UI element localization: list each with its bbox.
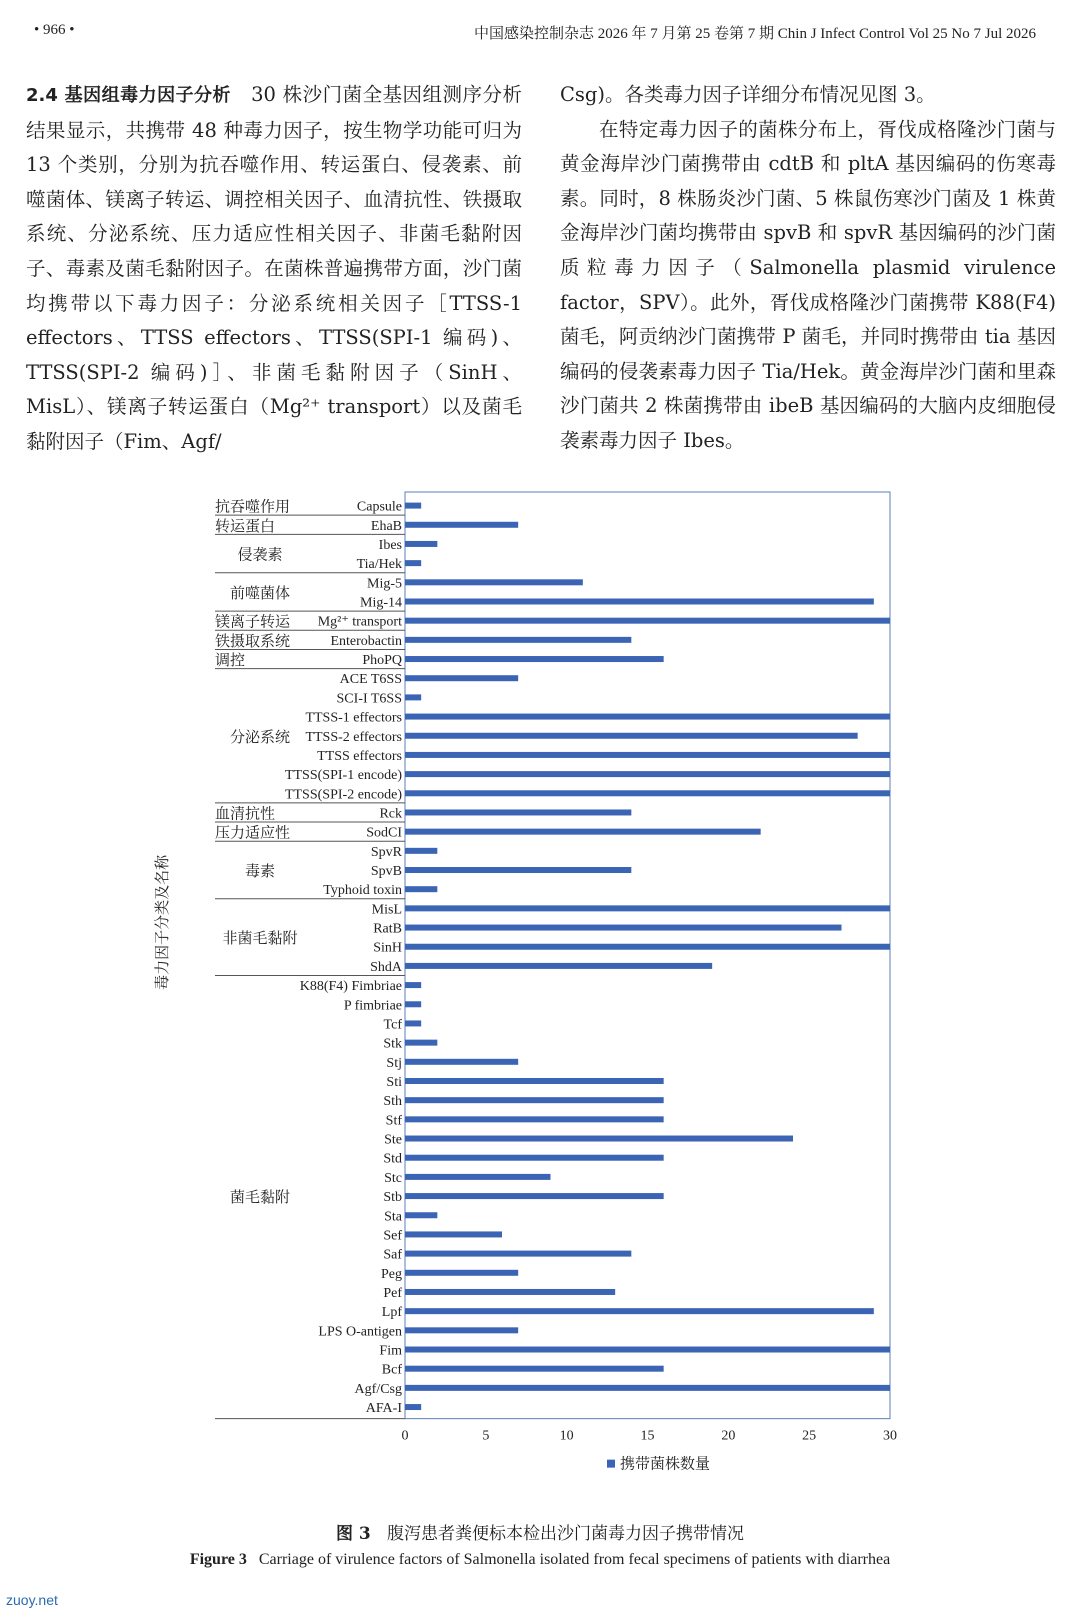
figure-title-en: Carriage of virulence factors of Salmonella isolated from fecal specimens of patients with diarrhea [258, 1551, 891, 1568]
category-label: Mig-5 [367, 576, 402, 592]
bar [405, 579, 583, 585]
category-label: Ibes [378, 537, 402, 553]
category-label: Saf [383, 1247, 402, 1263]
group-label: 侵袭素 [237, 545, 283, 564]
figure-label-en: Figure 3 [189, 1551, 247, 1568]
category-label: TTSS effectors [317, 748, 402, 764]
bar [405, 522, 518, 528]
category-label: Agf/Csg [354, 1381, 402, 1397]
bar [405, 886, 437, 892]
bar [405, 944, 890, 950]
category-label: Typhoid toxin [323, 883, 402, 899]
legend-swatch [607, 1460, 615, 1468]
legend-label: 携带菌株数量 [620, 1454, 711, 1473]
bar [405, 1231, 502, 1237]
category-label: P fimbriae [343, 998, 402, 1014]
category-label: Mg²⁺ transport [317, 614, 402, 630]
category-label: TTSS-1 effectors [305, 710, 402, 726]
bar [405, 1327, 518, 1333]
category-label: SpvR [370, 844, 402, 860]
x-tick-label: 10 [559, 1428, 574, 1444]
bar [405, 1347, 890, 1353]
bar [405, 1251, 631, 1257]
bar [405, 1078, 664, 1084]
bar [405, 790, 890, 796]
bar [405, 1001, 421, 1007]
category-label: Pef [383, 1285, 402, 1301]
category-label: SinH [373, 940, 402, 956]
bar [405, 1289, 615, 1295]
category-label: Fim [379, 1343, 402, 1359]
bar [405, 829, 761, 835]
category-label: Sef [383, 1228, 402, 1244]
bar [405, 598, 874, 604]
category-label: SpvB [370, 864, 402, 880]
category-label: Capsule [356, 499, 402, 515]
bar [405, 905, 890, 911]
category-label: Stc [384, 1170, 402, 1186]
bar [405, 637, 631, 643]
category-label: ShdA [370, 959, 402, 975]
category-label: Rck [379, 806, 402, 822]
category-label: EhaB [370, 518, 402, 534]
category-label: SodCI [366, 825, 402, 841]
category-label: Stk [383, 1036, 402, 1052]
page-number: • 966 • [34, 22, 75, 38]
category-label: RatB [373, 921, 402, 937]
right-paragraph-2: 在特定毒力因子的菌株分布上，胥伐成格隆沙门菌与黄金海岸沙门菌携带由 cdtB 和 pltA 基因编码的伤寒毒素。同时，8 株肠炎沙门菌、5 株鼠伤寒沙门菌及 1 株黄金海岸沙门菌均携带由 spvB 和 spvR 基因编码的沙门菌质粒毒力因子（Salmonella plasmid virulence factor，SPV）。此外，胥伐成格隆沙门菌携带 K88(F4) 菌毛，阿贡纳沙门菌携带 P 菌毛，并同时携带由 tia 基因编码的侵袭素毒力因子 Tia/Hek。黄金海岸沙门菌和里森沙门菌共 2 株菌携带由 ibeB 基因编码的大脑内皮细胞侵袭素毒力因子 Ibes。 [560, 117, 1056, 452]
bar [405, 1385, 890, 1391]
bar [405, 963, 712, 969]
group-label: 镁离子转运 [215, 612, 291, 631]
left-paragraph: 30 株沙门菌全基因组测序分析结果显示，共携带 48 种毒力因子，按生物学功能可归为 13 个类别，分别为抗吞噬作用、转运蛋白、侵袭素、前噬菌体、镁离子转运、调控相关因子、血清抗性、铁摄取系统、分泌系统、压力适应性相关因子、非菌毛黏附因子、毒素及菌毛黏附因子。在菌株普遍携带方面，沙门菌均携带以下毒力因子：分泌系统相关因子［TTSS-1 effectors、TTSS effectors、TTSS(SPI-1 编码)、TTSS(SPI-2 编码)］、非菌毛黏附因子（SinH、MisL）、镁离子转运蛋白（Mg²⁺ transport）以及菌毛黏附因子（Fim、Agf/ [26, 83, 522, 453]
category-label: TTSS-2 effectors [305, 729, 402, 745]
bar [405, 1212, 437, 1218]
left-column [26, 78, 522, 460]
right-paragraph-1: Csg)。各类毒力因子详细分布情况见图 3。 [560, 83, 936, 106]
bar [405, 656, 664, 662]
category-label: Bcf [381, 1362, 402, 1378]
bar [405, 867, 631, 873]
right-column [560, 78, 1056, 459]
group-label: 菌毛黏附 [229, 1188, 291, 1207]
group-label: 抗吞噬作用 [215, 497, 291, 516]
bar [405, 809, 631, 815]
group-label: 分泌系统 [229, 727, 291, 746]
bar [405, 541, 437, 547]
category-label: Stb [383, 1190, 402, 1206]
category-label: ACE T6SS [339, 672, 402, 688]
bar [405, 675, 518, 681]
category-label: Tia/Hek [356, 557, 402, 573]
bar [405, 1270, 518, 1276]
bar [405, 1136, 793, 1142]
category-label: Ste [384, 1132, 402, 1148]
watermark: zuoy.net [6, 1592, 58, 1608]
category-label: AFA-I [365, 1401, 402, 1417]
group-label: 非菌毛黏附 [222, 929, 298, 948]
x-tick-label: 0 [401, 1428, 409, 1444]
bar [405, 714, 890, 720]
category-label: Std [383, 1151, 402, 1167]
group-label: 前噬菌体 [229, 583, 291, 602]
bar [405, 1308, 874, 1314]
group-label: 血清抗性 [215, 804, 276, 823]
figure-caption-en [0, 1551, 1080, 1569]
category-label: LPS O-antigen [318, 1324, 402, 1340]
figure-caption-cn [0, 1519, 1080, 1544]
category-label: Sth [383, 1094, 402, 1110]
category-label: Peg [381, 1266, 402, 1282]
figure-title-cn: 腹泻患者粪便标本检出沙门菌毒力因子携带情况 [386, 1524, 744, 1544]
category-label: K88(F4) Fimbriae [299, 979, 402, 995]
bar [405, 1059, 518, 1065]
x-tick-label: 20 [721, 1428, 736, 1444]
category-label: Stf [385, 1113, 402, 1129]
running-title: 中国感染控制杂志 2026 年 7 月第 25 卷第 7 期 Chin J Infect Control Vol 25 No 7 Jul 2026 [474, 26, 1036, 42]
bar [405, 752, 890, 758]
bar [405, 560, 421, 566]
bar [405, 1404, 421, 1410]
category-label: TTSS(SPI-2 encode) [284, 787, 402, 803]
bar [405, 1366, 664, 1372]
bar [405, 1097, 664, 1103]
category-label: Enterobactin [330, 633, 402, 649]
bar [405, 848, 437, 854]
category-label: Sta [384, 1209, 402, 1225]
bar [405, 733, 858, 739]
bar [405, 771, 890, 777]
bar [405, 1155, 664, 1161]
bar [405, 1174, 551, 1180]
x-tick-label: 30 [883, 1428, 897, 1444]
bar [405, 618, 890, 624]
y-axis-title: 毒力因子分类及名称 [153, 854, 171, 990]
figure-label-cn: 图 3 [336, 1524, 371, 1544]
category-label: Lpf [381, 1305, 402, 1321]
group-label: 转运蛋白 [215, 516, 276, 535]
group-label: 毒素 [244, 862, 276, 881]
category-label: MisL [371, 902, 402, 918]
category-label: Stj [386, 1055, 402, 1071]
section-title: 2.4 基因组毒力因子分析 [26, 85, 232, 106]
plot-frame [405, 492, 890, 1419]
bar [405, 1116, 664, 1122]
x-tick-label: 25 [802, 1428, 817, 1444]
category-label: Sti [386, 1074, 402, 1090]
bar [405, 1193, 664, 1199]
category-label: Mig-14 [360, 595, 402, 611]
bar [405, 503, 421, 509]
group-label: 铁摄取系统 [215, 631, 291, 650]
category-label: PhoPQ [362, 653, 402, 669]
page-header [0, 18, 1080, 48]
group-label: 压力适应性 [215, 823, 291, 842]
bar [405, 694, 421, 700]
x-tick-label: 5 [482, 1428, 490, 1444]
category-label: TTSS(SPI-1 encode) [284, 768, 402, 784]
bar [405, 1040, 437, 1046]
bar [405, 982, 421, 988]
bar [405, 925, 842, 931]
x-tick-label: 15 [640, 1428, 655, 1444]
group-label: 调控 [215, 651, 246, 670]
category-label: Tcf [383, 1017, 402, 1033]
bar [405, 1020, 421, 1026]
category-label: SCI-I T6SS [336, 691, 402, 707]
virulence-factor-bar-chart [0, 490, 1080, 1515]
